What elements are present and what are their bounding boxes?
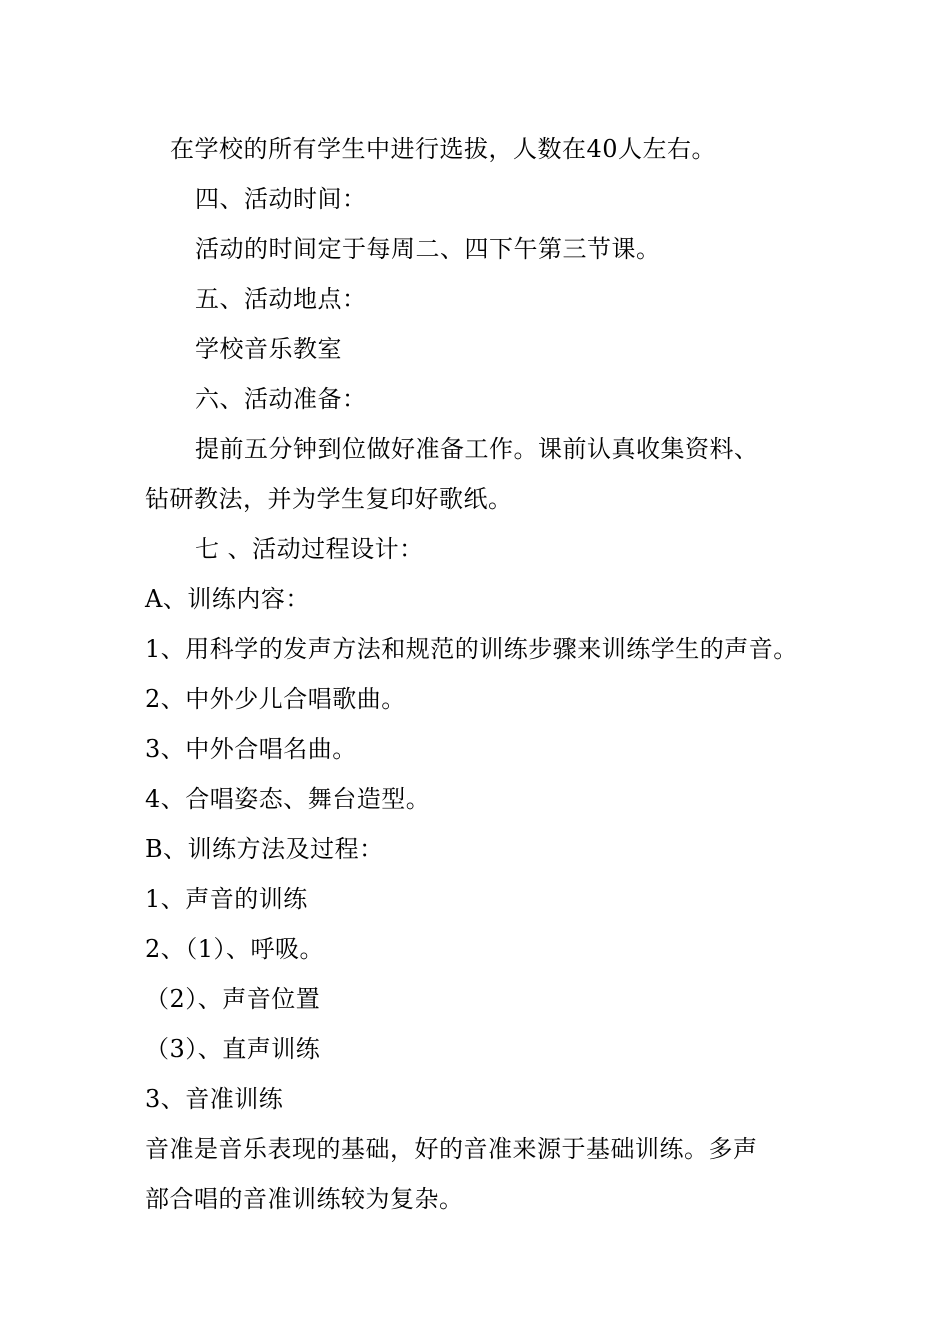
list-item-content-4: 4、合唱姿态、舞台造型。: [145, 785, 431, 813]
list-item-method-1: 1、声音的训练: [145, 885, 308, 913]
list-item-content-2: 2、中外少儿合唱歌曲。: [145, 685, 406, 713]
paragraph-pitch-line-1: 音准是音乐表现的基础，好的音准来源于基础训练。多声: [145, 1135, 758, 1163]
paragraph-pitch-line-2: 部合唱的音准训练较为复杂。: [145, 1185, 464, 1213]
paragraph-selection-text: 在学校的所有学生中进行选拔，人数在40人左右。: [170, 135, 717, 163]
list-item-method-3: 3、音准训练: [145, 1085, 284, 1113]
list-item-method-2: 2、（1）、呼吸。: [145, 935, 325, 963]
paragraph-activity-time: 活动的时间定于每周二、四下午第三节课。: [195, 235, 661, 263]
heading-activity-process: 七 、活动过程设计：: [195, 535, 424, 563]
paragraph-activity-location: 学校音乐教室: [195, 335, 342, 363]
list-item-content-1: 1、用科学的发声方法和规范的训练步骤来训练学生的声音。: [145, 635, 798, 663]
list-item-method-2-sub-2: （2）、声音位置: [145, 985, 321, 1013]
paragraph-preparation-line-1: 提前五分钟到位做好准备工作。课前认真收集资料、: [195, 435, 759, 463]
heading-activity-location: 五、活动地点：: [195, 285, 367, 313]
heading-activity-preparation: 六、活动准备：: [195, 385, 367, 413]
subheading-training-method: B、训练方法及过程：: [145, 835, 384, 863]
list-item-method-2-sub-3: （3）、直声训练: [145, 1035, 321, 1063]
list-item-content-3: 3、中外合唱名曲。: [145, 735, 357, 763]
heading-activity-time: 四、活动时间：: [195, 185, 367, 213]
subheading-training-content: A、训练内容：: [145, 585, 310, 613]
paragraph-preparation-line-2: 钻研教法，并为学生复印好歌纸。: [145, 485, 513, 513]
